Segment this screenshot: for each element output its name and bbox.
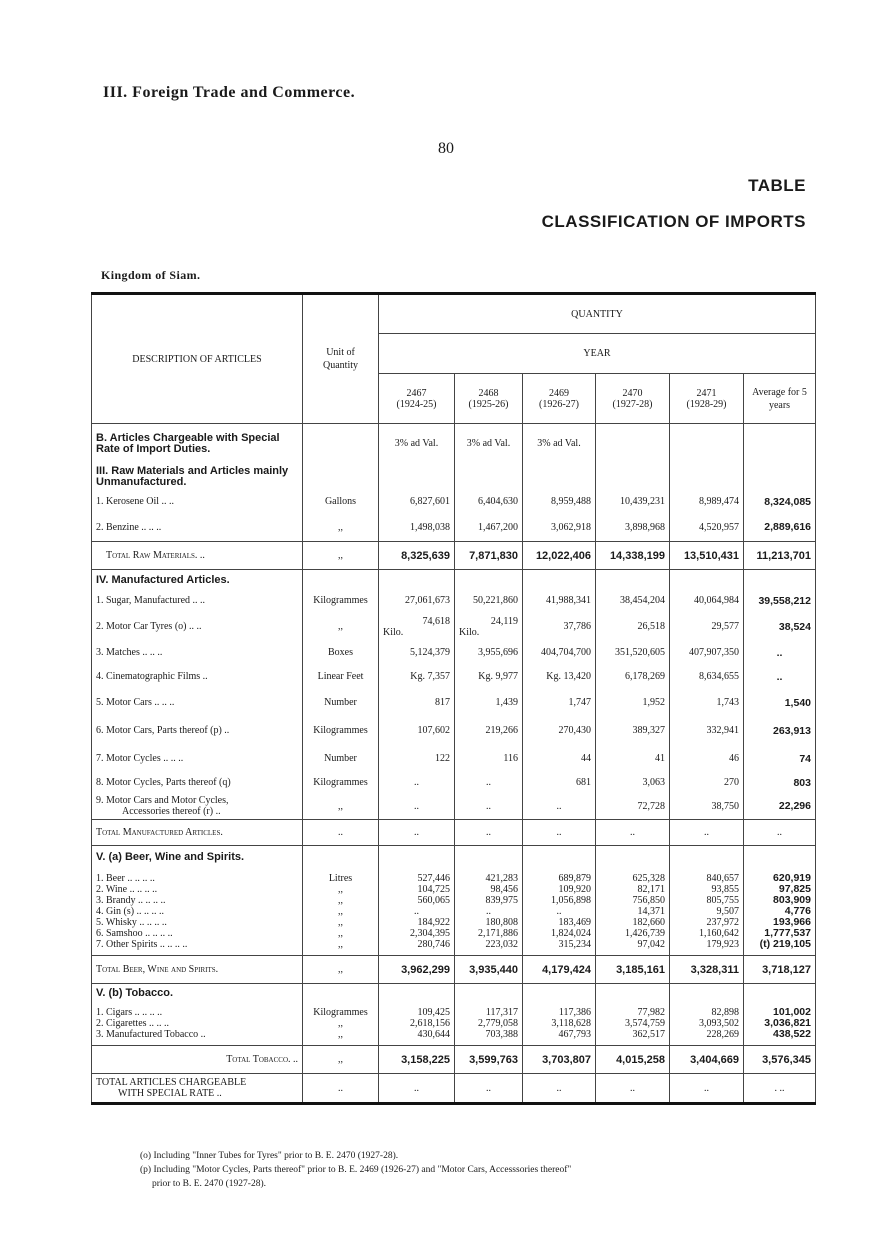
- table-cell: Kg. 7,357: [379, 664, 455, 690]
- total-row: [92, 542, 816, 570]
- table-row: [92, 772, 816, 794]
- table-cell: Kg. 13,420: [523, 664, 596, 690]
- table-cell: 620,919 97,825 803,909 4,776 193,966 1,777,537 (t) 219,105: [744, 868, 816, 956]
- row-unit: Linear Feet: [303, 664, 379, 690]
- table-cell: ..: [379, 1074, 455, 1104]
- table-cell: 26,518: [596, 612, 670, 642]
- row-label: Total Manufactured Articles.: [92, 820, 303, 846]
- grand-total-row: [92, 1074, 816, 1104]
- table-cell: 1,743: [670, 690, 744, 716]
- row-unit: ..: [303, 820, 379, 846]
- table-cell: 41: [596, 746, 670, 772]
- table-cell: 29,577: [670, 612, 744, 642]
- table-cell: 3,185,161: [596, 956, 670, 984]
- table-cell: 3,063: [596, 772, 670, 794]
- table-cell: 74: [744, 746, 816, 772]
- table-cell: 219,266: [455, 716, 523, 746]
- page-number: 80: [438, 140, 454, 157]
- header-year-1: 2467 (1924-25): [379, 374, 455, 424]
- table-cell: 3,328,311: [670, 956, 744, 984]
- table-row: [92, 746, 816, 772]
- table-cell: 27,061,673: [379, 590, 455, 612]
- table-cell: 3,718,127: [744, 956, 816, 984]
- table-cell: 527,446 104,725 560,065 .. 184,922 2,304,395 280,746: [379, 868, 455, 956]
- row-unit: ,,: [303, 794, 379, 820]
- table-cell: 72,728: [596, 794, 670, 820]
- row-label: 2. Benzine .. .. ..: [92, 514, 303, 542]
- table-cell: 1,747: [523, 690, 596, 716]
- table-cell: 817: [379, 690, 455, 716]
- table-cell: 3,404,669: [670, 1046, 744, 1074]
- row-label: 6. Motor Cars, Parts thereof (p) ..: [92, 716, 303, 746]
- table-cell: 3,955,696: [455, 642, 523, 664]
- table-cell: 39,558,212: [744, 590, 816, 612]
- row-unit: Number: [303, 746, 379, 772]
- table-cell: 101,002 3,036,821 438,522: [744, 1002, 816, 1046]
- table-cell: 37,786: [523, 612, 596, 642]
- table-cell: 625,328 82,171 756,850 14,371 182,660 1,426,739 97,042: [596, 868, 670, 956]
- header-year-3: 2469 (1926-27): [523, 374, 596, 424]
- header-unit: Unit of Quantity: [303, 294, 379, 424]
- table-cell: . ..: [744, 1074, 816, 1104]
- table-label: TABLE: [748, 176, 806, 195]
- section-iii-label: III. Raw Materials and Articles mainly Unmanufactured.: [92, 464, 303, 490]
- duty-rate: 3% ad Val.: [523, 424, 596, 464]
- row-label: 7. Motor Cycles .. .. ..: [92, 746, 303, 772]
- table-cell: ..: [523, 1074, 596, 1104]
- table-cell: 50,221,860: [455, 590, 523, 612]
- table-cell: 270,430: [523, 716, 596, 746]
- row-label: 9. Motor Cars and Motor Cycles, Accessories thereof (r) ..: [92, 794, 303, 820]
- table-cell: 122: [379, 746, 455, 772]
- table-cell: 8,324,085: [744, 490, 816, 514]
- header-year-2: 2468 (1925-26): [455, 374, 523, 424]
- table-cell: 404,704,700: [523, 642, 596, 664]
- table-cell: ..: [670, 820, 744, 846]
- table-cell: 3,062,918: [523, 514, 596, 542]
- table-title: CLASSIFICATION OF IMPORTS: [541, 212, 806, 231]
- header-year: YEAR: [379, 334, 816, 374]
- header-average: Average for 5 years: [744, 374, 816, 424]
- table-cell: 8,325,639: [379, 542, 455, 570]
- table-cell: 116: [455, 746, 523, 772]
- table-cell: 3,935,440: [455, 956, 523, 984]
- table-cell: 7,871,830: [455, 542, 523, 570]
- duty-rate: 3% ad Val.: [455, 424, 523, 464]
- table-cell: 82,898 3,093,502 228,269: [670, 1002, 744, 1046]
- table-cell: 351,520,605: [596, 642, 670, 664]
- table-cell: 4,520,957: [670, 514, 744, 542]
- row-unit: Kilogrammes: [303, 590, 379, 612]
- table-cell: 74,618 Kilo.: [379, 612, 455, 642]
- row-label: 3. Matches .. .. ..: [92, 642, 303, 664]
- table-cell: 46: [670, 746, 744, 772]
- table-cell: 77,982 3,574,759 362,517: [596, 1002, 670, 1046]
- table-cell: 10,439,231: [596, 490, 670, 514]
- table-cell: ..: [455, 820, 523, 846]
- table-cell: ..: [379, 794, 455, 820]
- duty-rate: 3% ad Val.: [379, 424, 455, 464]
- table-cell: ..: [455, 1074, 523, 1104]
- section-va-label: V. (a) Beer, Wine and Spirits.: [92, 846, 303, 868]
- table-cell: 8,989,474: [670, 490, 744, 514]
- total-row: [92, 1046, 816, 1074]
- table-cell: 117,386 3,118,628 467,793: [523, 1002, 596, 1046]
- table-row: [92, 664, 816, 690]
- row-label: 5. Motor Cars .. .. ..: [92, 690, 303, 716]
- table-cell: 107,602: [379, 716, 455, 746]
- table-cell: ..: [596, 820, 670, 846]
- table-cell: 421,283 98,456 839,975 .. 180,808 2,171,886 223,032: [455, 868, 523, 956]
- row-units: Litres ,, ,, ,, ,, ,, ,,: [303, 868, 379, 956]
- table-cell: ..: [670, 1074, 744, 1104]
- total-row: [92, 956, 816, 984]
- section-title: III. Foreign Trade and Commerce.: [103, 84, 356, 101]
- table-cell: 4,179,424: [523, 956, 596, 984]
- table-cell: Kg. 9,977: [455, 664, 523, 690]
- table-cell: ..: [455, 794, 523, 820]
- table-cell: 407,907,350: [670, 642, 744, 664]
- row-unit: ,,: [303, 514, 379, 542]
- header-year-5: 2471 (1928-29): [670, 374, 744, 424]
- section-vb-label: V. (b) Tobacco.: [92, 984, 303, 1002]
- table-cell: 3,703,807: [523, 1046, 596, 1074]
- table-row: [92, 514, 816, 542]
- table-cell: 38,750: [670, 794, 744, 820]
- row-unit: ,,: [303, 1046, 379, 1074]
- table-row: [92, 590, 816, 612]
- table-cell: 1,540: [744, 690, 816, 716]
- footnote-p: (p) Including "Motor Cycles, Parts thereof" prior to B. E. 2469 (1926-27) and "Motor Cars, Accesssories thereof": [140, 1165, 572, 1175]
- table-row: [92, 642, 816, 664]
- table-cell: 1,467,200: [455, 514, 523, 542]
- table-cell: ..: [379, 772, 455, 794]
- table-cell: 38,524: [744, 612, 816, 642]
- table-cell: 5,124,379: [379, 642, 455, 664]
- table-cell: 117,317 2,779,058 703,388: [455, 1002, 523, 1046]
- table-cell: 2,889,616: [744, 514, 816, 542]
- section-iv-label: IV. Manufactured Articles.: [92, 570, 303, 590]
- row-unit: Kilogrammes: [303, 772, 379, 794]
- table-cell: 803: [744, 772, 816, 794]
- table-cell: 22,296: [744, 794, 816, 820]
- table-cell: ..: [744, 642, 816, 664]
- table-cell: ..: [744, 664, 816, 690]
- table-cell: 12,022,406: [523, 542, 596, 570]
- table-cell: ..: [523, 794, 596, 820]
- table-cell: 6,178,269: [596, 664, 670, 690]
- table-row: [92, 690, 816, 716]
- table-cell: 6,404,630: [455, 490, 523, 514]
- row-units: Kilogrammes ,, ,,: [303, 1002, 379, 1046]
- table-cell: 389,327: [596, 716, 670, 746]
- table-cell: 13,510,431: [670, 542, 744, 570]
- table-cell: 38,454,204: [596, 590, 670, 612]
- row-label: TOTAL ARTICLES CHARGEABLE WITH SPECIAL RATE ..: [92, 1074, 303, 1104]
- table-cell: 8,634,655: [670, 664, 744, 690]
- table-cell: 3,576,345: [744, 1046, 816, 1074]
- row-unit: Boxes: [303, 642, 379, 664]
- row-label: Total Raw Materials. ..: [92, 542, 303, 570]
- table-cell: 44: [523, 746, 596, 772]
- table-cell: ..: [455, 772, 523, 794]
- table-cell: 109,425 2,618,156 430,644: [379, 1002, 455, 1046]
- row-unit: ,,: [303, 956, 379, 984]
- header-year-4: 2470 (1927-28): [596, 374, 670, 424]
- row-unit: ..: [303, 1074, 379, 1104]
- table-cell: 4,015,258: [596, 1046, 670, 1074]
- row-unit: ,,: [303, 542, 379, 570]
- table-cell: 3,158,225: [379, 1046, 455, 1074]
- header-quantity: QUANTITY: [379, 294, 816, 334]
- table-cell: 1,439: [455, 690, 523, 716]
- row-labels: 1. Cigars .. .. .. .. 2. Cigarettes .. .. .. 3. Manufactured Tobacco ..: [92, 1002, 303, 1046]
- table-cell: 263,913: [744, 716, 816, 746]
- table-cell: 1,952: [596, 690, 670, 716]
- row-labels: 1. Beer .. .. .. .. 2. Wine .. .. .. .. 3. Brandy .. .. .. .. 4. Gin (s) .. .. .. .. 5. Whisky .. .. .. .. 6. Samshoo .. .. .. .. 7. Other Spirits .. .. .. ..: [92, 868, 303, 956]
- table-cell: ..: [744, 820, 816, 846]
- row-label: 1. Sugar, Manufactured .. ..: [92, 590, 303, 612]
- table-cell: 332,941: [670, 716, 744, 746]
- row-label: 1. Kerosene Oil .. ..: [92, 490, 303, 514]
- row-unit: ,,: [303, 612, 379, 642]
- table-cell: 6,827,601: [379, 490, 455, 514]
- row-unit: Gallons: [303, 490, 379, 514]
- total-row: [92, 820, 816, 846]
- footnote-p-continued: prior to B. E. 2470 (1927-28).: [152, 1179, 266, 1189]
- table-cell: ..: [523, 820, 596, 846]
- section-b-label: B. Articles Chargeable with Special Rate of Import Duties.: [92, 424, 303, 464]
- table-cell: 3,898,968: [596, 514, 670, 542]
- table-row: [92, 490, 816, 514]
- row-label: 8. Motor Cycles, Parts thereof (q): [92, 772, 303, 794]
- header-description: DESCRIPTION OF ARTICLES: [92, 294, 303, 424]
- table-row: [92, 612, 816, 642]
- footnote-o: (o) Including "Inner Tubes for Tyres" prior to B. E. 2470 (1927-28).: [140, 1151, 399, 1161]
- table-cell: 270: [670, 772, 744, 794]
- imports-table: [91, 292, 816, 1105]
- table-cell: 8,959,488: [523, 490, 596, 514]
- row-label: 2. Motor Car Tyres (o) .. ..: [92, 612, 303, 642]
- footnotes: [140, 1150, 830, 1192]
- table-cell: ..: [596, 1074, 670, 1104]
- table-row-group: [92, 1002, 816, 1046]
- table-cell: ..: [379, 820, 455, 846]
- table-cell: 840,657 93,855 805,755 9,507 237,972 1,160,642 179,923: [670, 868, 744, 956]
- table-row-group: [92, 868, 816, 956]
- row-label: 4. Cinematographic Films ..: [92, 664, 303, 690]
- table-cell: 3,599,763: [455, 1046, 523, 1074]
- row-label: Total Tobacco. ..: [92, 1046, 303, 1074]
- row-label: Total Beer, Wine and Spirits.: [92, 956, 303, 984]
- table-cell: 11,213,701: [744, 542, 816, 570]
- table-cell: 14,338,199: [596, 542, 670, 570]
- table-row: [92, 716, 816, 746]
- table-cell: 41,988,341: [523, 590, 596, 612]
- kingdom-label: Kingdom of Siam.: [101, 268, 201, 282]
- row-unit: Number: [303, 690, 379, 716]
- table-cell: 24,119 Kilo.: [455, 612, 523, 642]
- table-cell: 3,962,299: [379, 956, 455, 984]
- table-cell: 689,879 109,920 1,056,898 .. 183,469 1,824,024 315,234: [523, 868, 596, 956]
- table-cell: 1,498,038: [379, 514, 455, 542]
- row-unit: Kilogrammes: [303, 716, 379, 746]
- table-cell: 681: [523, 772, 596, 794]
- table-cell: 40,064,984: [670, 590, 744, 612]
- table-row: [92, 794, 816, 820]
